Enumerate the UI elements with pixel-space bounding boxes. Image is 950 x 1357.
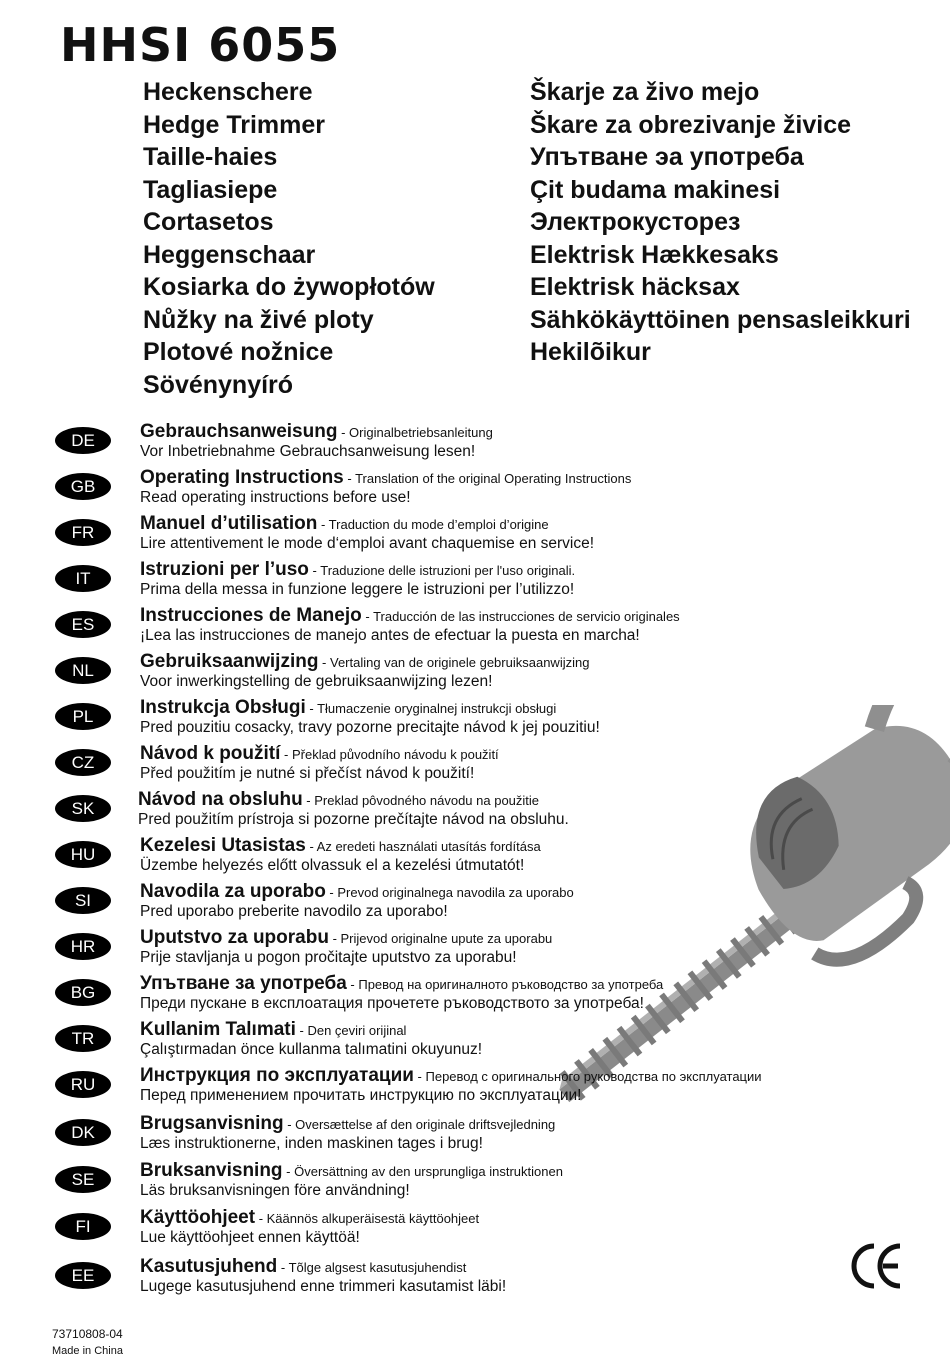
product-name: Heggenschaar bbox=[143, 240, 316, 269]
product-name: Heckenschere bbox=[143, 78, 313, 106]
language-note: Voor inwerkingstelling de gebruiksaanwijzing lezen! bbox=[140, 673, 493, 690]
language-subtitle: Превод на оригиналното ръководство за употреба bbox=[358, 977, 664, 992]
language-heading: Manuel d’utilisation bbox=[140, 513, 318, 534]
language-heading: Uputstvo za uporabu bbox=[140, 927, 329, 948]
language-note: ¡Lea las instrucciones de manejo antes de efectuar la puesta en marcha! bbox=[140, 627, 640, 644]
language-code-badge: FR bbox=[55, 519, 111, 546]
language-subtitle: Översättning av den ursprungliga instruktionen bbox=[294, 1164, 563, 1179]
product-name: Taille-haies bbox=[143, 143, 278, 171]
language-code-badge: IT bbox=[55, 565, 111, 592]
product-name: Cortasetos bbox=[143, 208, 274, 236]
language-code-badge: HR bbox=[55, 933, 111, 960]
product-name: Tagliasiepe bbox=[143, 175, 278, 204]
product-name: Hekilõikur bbox=[530, 338, 651, 366]
language-code-badge: EE bbox=[55, 1262, 111, 1289]
language-heading: Kasutusjuhend bbox=[140, 1256, 278, 1277]
language-code-badge: GB bbox=[55, 473, 111, 500]
language-heading: Инструкция по эксплуатации bbox=[140, 1065, 414, 1086]
language-heading: Bruksanvisning bbox=[140, 1160, 283, 1181]
ce-mark-icon bbox=[850, 1240, 904, 1292]
language-note: Read operating instructions before use! bbox=[140, 489, 411, 506]
product-name: Škare za obrezivanje živice bbox=[530, 110, 852, 139]
language-note: Pred pouzitiu cosacky, travy pozorne precitajte návod k jej pouzitiu! bbox=[140, 719, 600, 736]
document-code: 73710808-04 bbox=[52, 1327, 123, 1341]
hedge-trimmer-illustration bbox=[520, 705, 950, 1225]
language-code-badge: BG bbox=[55, 979, 111, 1006]
language-code-badge: NL bbox=[55, 657, 111, 684]
language-heading: Gebruiksaanwijzing bbox=[140, 651, 319, 672]
product-name: Elektrisk Hækkesaks bbox=[530, 240, 779, 269]
language-note: Pred použitím prístroja si pozorne prečítajte návod na obsluhu. bbox=[138, 811, 569, 828]
language-code-badge: SI bbox=[55, 887, 111, 914]
product-name: Plotové nožnice bbox=[143, 338, 334, 366]
language-subtitle: Tõlge algsest kasutusjuhendist bbox=[288, 1260, 467, 1275]
language-note: Läs bruksanvisningen före användning! bbox=[140, 1182, 410, 1199]
language-code-badge: CZ bbox=[55, 749, 111, 776]
language-note: Преди пускане в експлоатация прочетете ръководството за употреба! bbox=[140, 995, 644, 1012]
language-code-badge: ES bbox=[55, 611, 111, 638]
language-heading: Kullanim Talımati bbox=[140, 1019, 296, 1040]
language-heading: Operating Instructions bbox=[140, 467, 344, 488]
language-code-badge: HU bbox=[55, 841, 111, 868]
language-code-badge: TR bbox=[55, 1025, 111, 1052]
language-note: Üzembe helyezés előtt olvassuk el a kezelési útmutatót! bbox=[140, 857, 525, 874]
product-name: Hedge Trimmer bbox=[143, 110, 326, 139]
language-note: Pred uporabo preberite navodilo za uporabo! bbox=[140, 903, 448, 920]
product-name: Elektrisk häcksax bbox=[530, 273, 740, 301]
language-subtitle: Originalbetriebsanleitung bbox=[349, 425, 493, 440]
language-subtitle: Az eredeti használati utasítás fordítása bbox=[316, 839, 541, 854]
language-note: Læs instruktionerne, inden maskinen tages i brug! bbox=[140, 1135, 483, 1152]
language-subtitle: Traduzione delle istruzioni per l'uso originali. bbox=[320, 563, 576, 578]
language-subtitle: Prevod originalnega navodila za uporabo bbox=[337, 885, 574, 900]
language-subtitle: Den çeviri orijinal bbox=[307, 1023, 407, 1038]
product-name: Kosiarka do żywopłotów bbox=[143, 273, 435, 301]
language-note: Lue käyttöohjeet ennen käyttöä! bbox=[140, 1229, 360, 1246]
language-code-badge: DE bbox=[55, 427, 111, 454]
language-subtitle: Перевод с оригинального руководства по эксплуатации bbox=[425, 1069, 762, 1084]
language-note: Prima della messa in funzione leggere le istruzioni per l’utilizzo! bbox=[140, 581, 575, 598]
product-name: Sövénynyíró bbox=[143, 370, 294, 399]
language-heading: Gebrauchsanweisung bbox=[140, 421, 338, 442]
language-note: Çalıştırmadan önce kullanma talımatini okuyunuz! bbox=[140, 1041, 483, 1058]
language-subtitle: Tłumaczenie oryginalnej instrukcji obsługi bbox=[317, 701, 557, 716]
language-heading: Návod na obsluhu bbox=[138, 789, 303, 810]
language-subtitle: Překlad původního návodu k použití bbox=[291, 747, 499, 762]
language-heading: Brugsanvisning bbox=[140, 1113, 284, 1134]
made-in-label: Made in China bbox=[52, 1345, 123, 1357]
product-title: HHSI 6055 bbox=[60, 18, 341, 72]
language-subtitle: Traducción de las instrucciones de servicio originales bbox=[373, 609, 680, 624]
language-heading: Istruzioni per l’uso bbox=[140, 559, 309, 580]
language-heading: Instrucciones de Manejo bbox=[140, 605, 362, 626]
language-note: Lugege kasutusjuhend enne trimmeri kasutamist läbi! bbox=[140, 1278, 507, 1295]
product-names-left bbox=[143, 76, 435, 401]
language-note: Prije stavljanja u pogon pročitajte uputstvo za uporabu! bbox=[140, 949, 517, 966]
language-subtitle: Traduction du mode d’emploi d’origine bbox=[328, 517, 549, 532]
language-subtitle: Vertaling van de originele gebruiksaanwijzing bbox=[330, 655, 590, 670]
language-subtitle: Translation of the original Operating Instructions bbox=[355, 471, 632, 486]
language-note: Před použitím je nutné si přečíst návod k použití! bbox=[140, 765, 475, 782]
language-code-badge: FI bbox=[55, 1213, 111, 1240]
language-subtitle: Preklad pôvodného návodu na použitie bbox=[314, 793, 540, 808]
product-name: Škarje za živo mejo bbox=[530, 78, 760, 106]
language-code-badge: SE bbox=[55, 1166, 111, 1193]
language-note: Lire attentivement le mode d‘emploi avant chaquemise en service! bbox=[140, 535, 595, 552]
language-code-badge: RU bbox=[55, 1071, 111, 1098]
product-name: Упътване эа употреба bbox=[530, 143, 804, 171]
product-name: Электрокусторез bbox=[530, 208, 741, 236]
language-heading: Navodila za uporabo bbox=[140, 881, 326, 902]
language-heading: Kezelesi Utasistas bbox=[140, 835, 306, 856]
language-heading: Käyttöohjeet bbox=[140, 1207, 256, 1228]
language-subtitle: Käännös alkuperäisestä käyttöohjeet bbox=[266, 1211, 480, 1226]
language-heading: Návod k použití bbox=[140, 743, 281, 764]
product-names-right bbox=[530, 76, 911, 369]
language-subtitle: Prijevod originalne upute za uporabu bbox=[340, 931, 553, 946]
language-code-badge: DK bbox=[55, 1119, 111, 1146]
language-code-badge: PL bbox=[55, 703, 111, 730]
language-heading: Instrukcja Obsługi bbox=[140, 697, 306, 718]
language-subtitle: Oversættelse af den originale driftsvejledning bbox=[295, 1117, 556, 1132]
product-name: Sähkökäyttöinen pensasleikkuri bbox=[530, 305, 911, 334]
language-heading: Упътване за употреба bbox=[140, 973, 347, 994]
language-code-badge: SK bbox=[55, 795, 111, 822]
language-note: Vor Inbetriebnahme Gebrauchsanweisung lesen! bbox=[140, 443, 476, 460]
product-name: Nůžky na živé ploty bbox=[143, 305, 374, 334]
product-name: Çit budama makinesi bbox=[530, 175, 781, 204]
language-note: Перед применением прочитать инструкцию по эксплуатации! bbox=[140, 1087, 582, 1104]
